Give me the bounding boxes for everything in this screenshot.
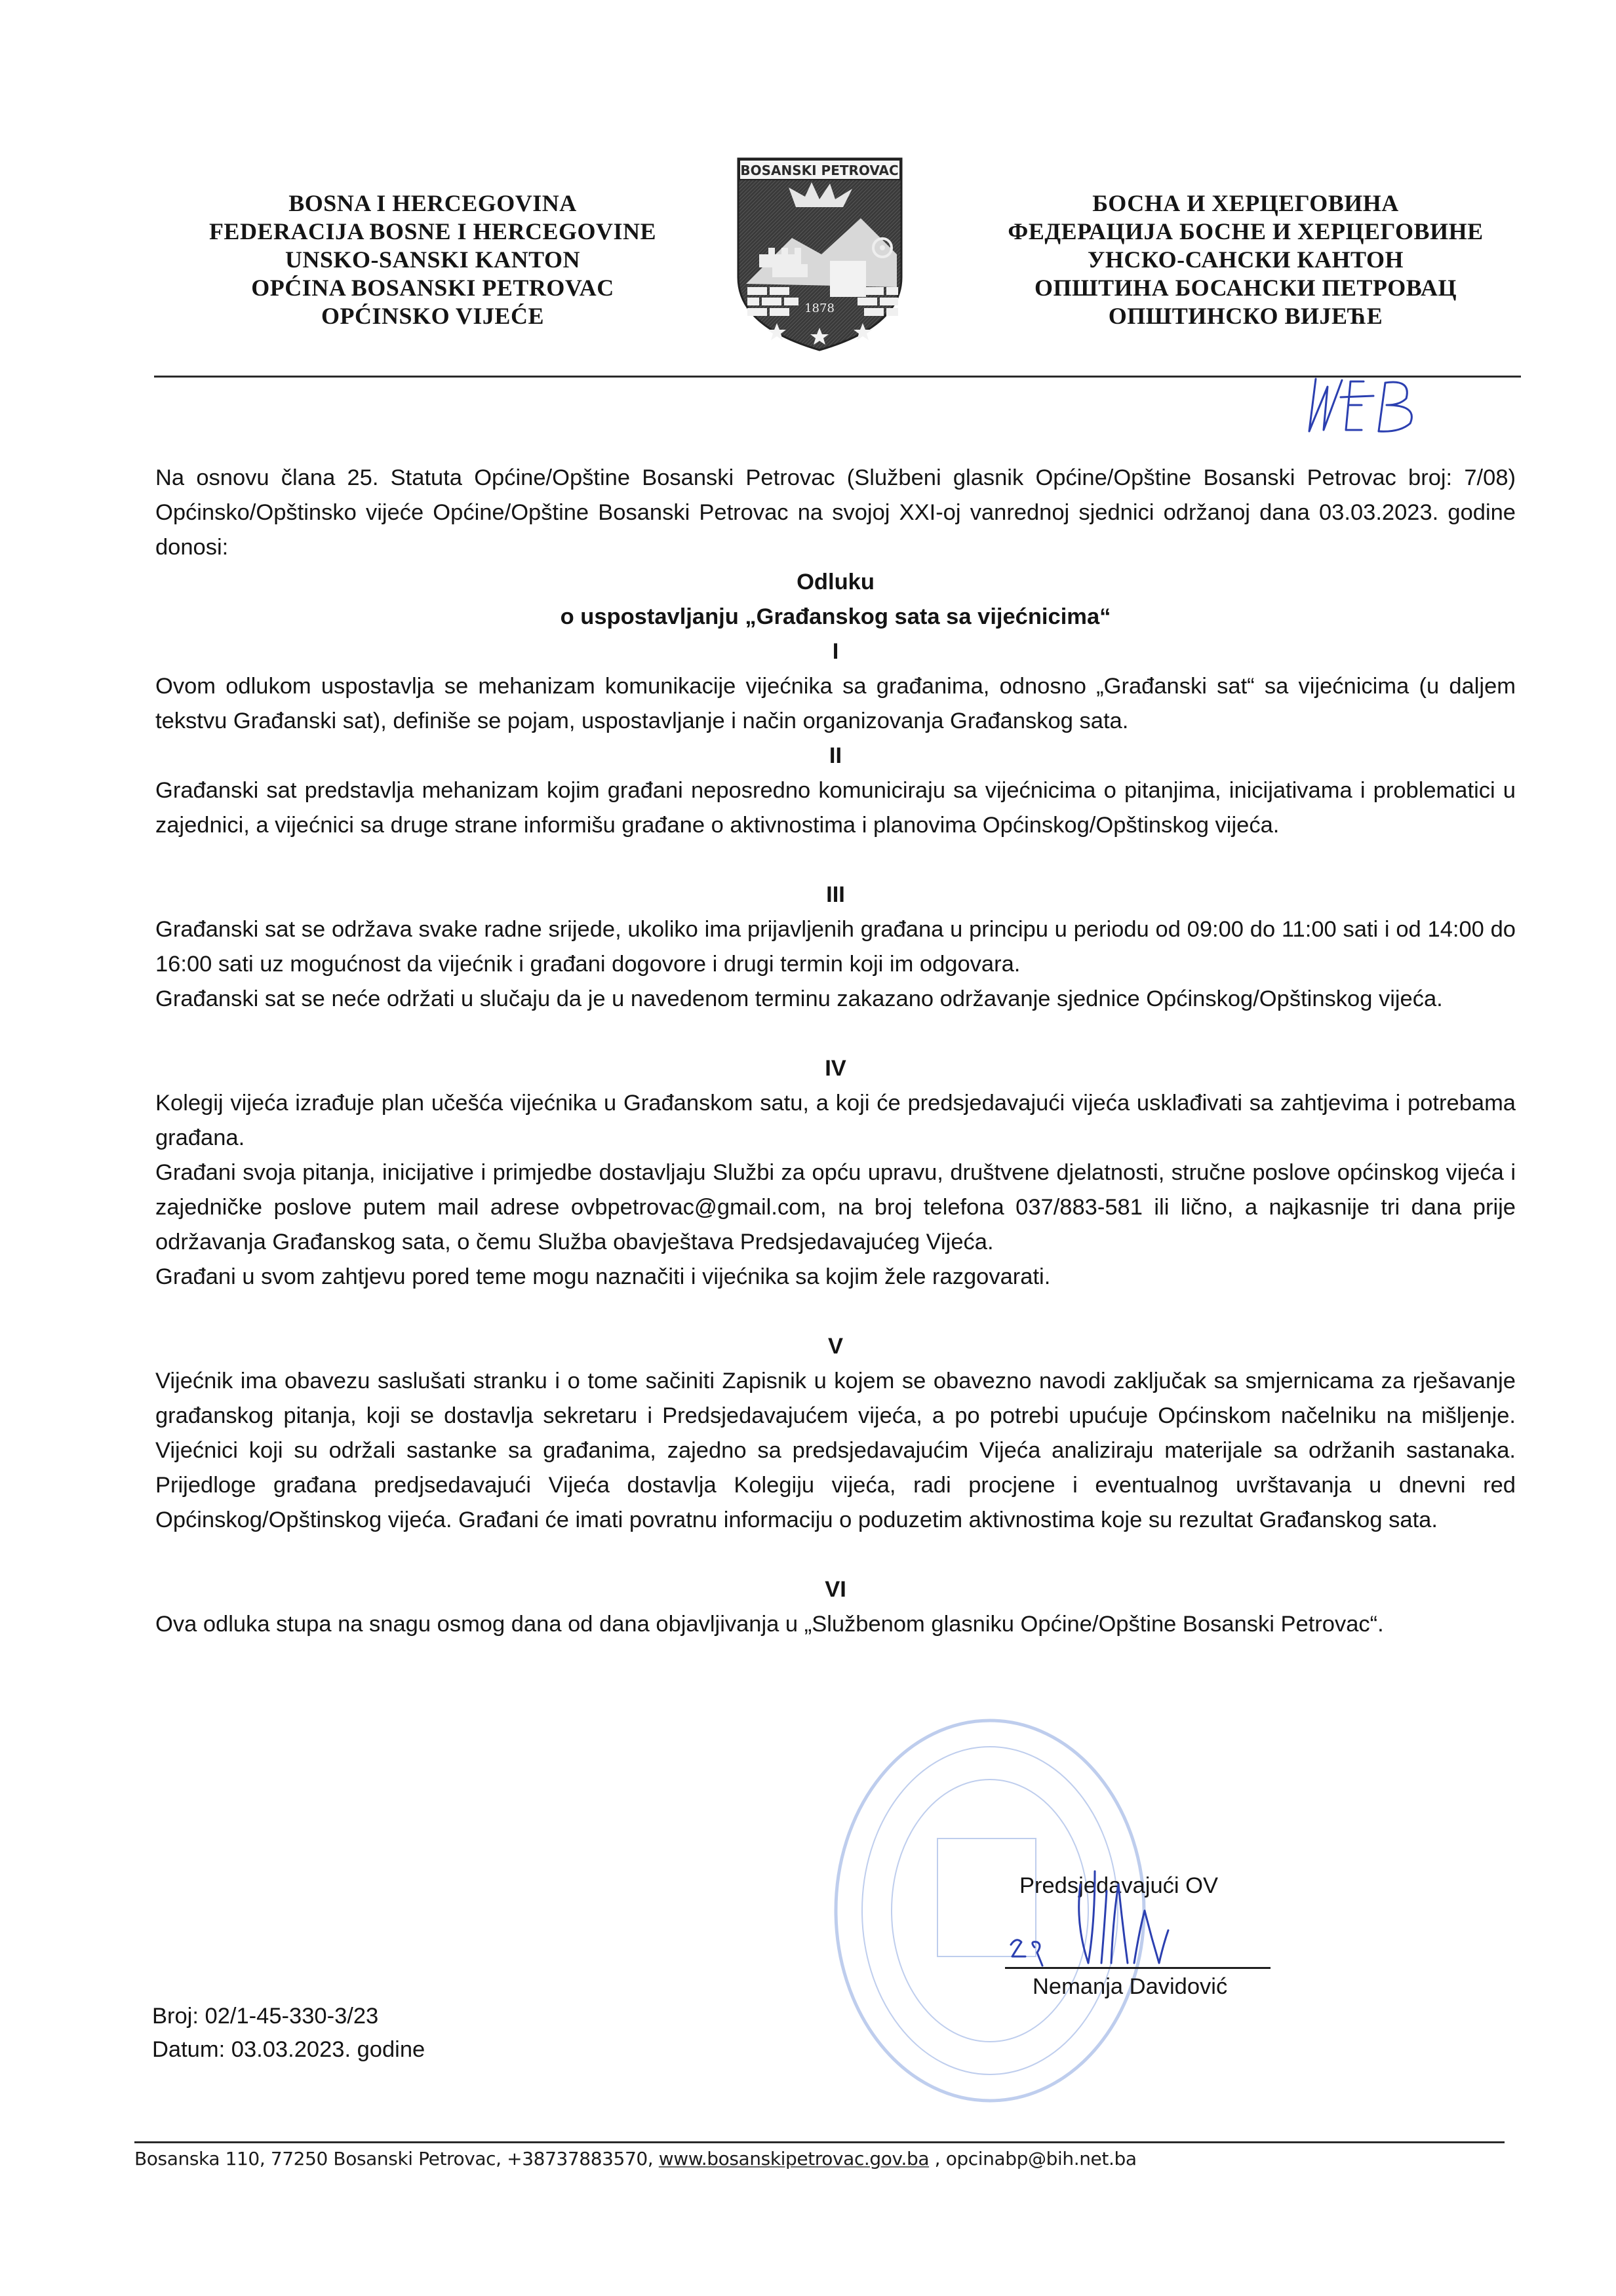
article-paragraph: Građanski sat se održava svake radne srijede, ukoliko ima prijavljenih građana u principu u periodu od 09:00 do 11:00 sati i od 14:00 do 16:00 sati uz mogućnost da vijećnik i građani dogovore i drugi termin koji im odgovara. — [155, 917, 1516, 977]
signatory-name: Nemanja Davidović — [1033, 1974, 1228, 1999]
document-date: Datum: 03.03.2023. godine — [152, 2037, 425, 2062]
footer-website-link[interactable]: www.bosanskipetrovac.gov.ba — [658, 2148, 930, 2170]
footer-email-link[interactable]: opcinabp@bih.net.ba — [945, 2148, 1137, 2170]
article-paragraph: Građanski sat se neće održati u slučaju da je u navedenom terminu zakazano održavanje sjednice Općinskog/Opštinskog vijeća. — [155, 986, 1443, 1011]
article-paragraph: Građanski sat predstavlja mehanizam kojim građani neposredno komuniciraju sa vijećnicima o pitanjima, inicijativama i problematici u zajednici, a vijećnici sa druge strane informišu građane o aktivnostima i planovima Općinskog/Opštinskog vijeća. — [155, 778, 1516, 838]
header-latin-line: FEDERACIJA BOSNE I HERCEGOVINE — [208, 218, 657, 244]
article-number: I — [832, 639, 839, 664]
article-paragraph: Vijećnik ima obavezu saslušati stranku i o tome sačiniti Zapisnik u kojem se obavezno navodi zaključak sa smjernicama za rješavanje građanskog pitanja, koji se dostavlja sekretaru i Predsjedavajućem vijeća, a po potrebi upućuje Općinskom načelniku na mišljenje. Vijećnici koji su održali sastanke sa građanima, zajedno sa predsjedavajućim Vijeća analiziraju materijale sa održanih sastanaka. Prijedloge građana predjsedavajući Vijeća dostavlja Kolegiju vijeća, radi procjene i eventualnog uvrštavanja u dnevni red Općinskog/Opštinskog vijeća. Građani će imati povratnu informaciju o poduzetim aktivnostima koje su rezultat Građanskog sata. — [155, 1369, 1516, 1532]
header-latin — [164, 189, 701, 330]
article-paragraph: Kolegij vijeća izrađuje plan učešća vijećnika u Građanskom satu, a koji će predsjedavajući vijeća usklađivati sa zahtjevima i potrebama građana. — [155, 1091, 1516, 1150]
article-number: VI — [825, 1577, 846, 1602]
article-paragraph: Ovom odlukom uspostavlja se mehanizam komunikacije vijećnika sa građanima, odnosno „Građanski sat“ sa vijećnicima (u daljem tekstvu Građanski sat), definiše se pojam, uspostavljanje i način organizovanja Građanskog sata. — [155, 674, 1516, 733]
header-cyrillic-line: ОПШТИНА БОСАНСКИ ПЕТРОВАЦ — [1035, 275, 1457, 301]
footer-divider — [134, 2141, 1505, 2143]
footer-separator: , — [929, 2148, 946, 2170]
article-number: IV — [825, 1056, 846, 1081]
decision-title: Odluku — [797, 570, 875, 594]
signature-line — [1005, 1967, 1271, 1969]
footer-address: Bosanska 110, 77250 Bosanski Petrovac, +38737883570, — [134, 2148, 659, 2170]
decision-subtitle: o uspostavljanju „Građanskog sata sa vijećnicima“ — [560, 604, 1111, 629]
header-latin-line: UNSKO-SANSKI KANTON — [285, 246, 580, 273]
header-latin-line: BOSNA I HERCEGOVINA — [288, 190, 577, 216]
header-latin-line: OPĆINSKO VIJEĆE — [321, 303, 544, 329]
article-number: III — [826, 882, 845, 907]
article-number: II — [829, 743, 842, 768]
article-number: V — [827, 1334, 843, 1359]
official-stamp-icon — [823, 1707, 1164, 2114]
header-cyrillic-line: ФЕДЕРАЦИЈА БОСНЕ И ХЕРЦЕГОВИНЕ — [1008, 218, 1484, 244]
header-cyrillic-line: ОПШТИНСКО ВИЈЕЋЕ — [1108, 303, 1383, 329]
footer-contact — [134, 2148, 1505, 2170]
header-cyrillic — [957, 189, 1534, 330]
article-paragraph: Građani u svom zahtjevu pored teme mogu naznačiti i vijećnika sa kojim žele razgovarati. — [155, 1264, 1051, 1289]
signatory-role: Predsjedavajući OV — [1019, 1873, 1218, 1898]
header-cyrillic-line: УНСКО-САНСКИ КАНТОН — [1087, 246, 1404, 273]
article-paragraph: Građani svoja pitanja, inicijative i primjedbe dostavljaju Službi za opću upravu, društvene djelatnosti, stručne poslove općinskog vijeća i zajedničke poslove putem mail adrese ovbpetrovac@gmail.com, na broj telefona 037/883-581 ili lično, a najkasnije tri dana prije održavanja Građanskog sata, o čemu Služba obavještava Predsjedavajućeg Vijeća. — [155, 1160, 1516, 1255]
crest-banner: BOSANSKI PETROVAC — [740, 163, 899, 178]
header-cyrillic-line: БОСНА И ХЕРЦЕГОВИНА — [1092, 190, 1399, 216]
preamble: Na osnovu člana 25. Statuta Općine/Opštine Bosanski Petrovac (Službeni glasnik Općine/Opštine Bosanski Petrovac broj: 7/08) Općinsko/Opštinsko vijeće Općine/Opštine Bosanski Petrovac na svojoj XXI-oj vanrednoj sjednici održanoj dana 03.03.2023. godine donosi: — [155, 465, 1516, 560]
handwritten-signature — [996, 1845, 1272, 1976]
document-body — [155, 461, 1516, 1642]
article-paragraph: Ova odluka stupa na snagu osmog dana od dana objavljivanja u „Službenom glasniku Općine/Opštine Bosanski Petrovac“. — [155, 1612, 1384, 1637]
handwritten-web-mark — [1301, 367, 1432, 439]
header-latin-line: OPĆINA BOSANSKI PETROVAC — [251, 275, 614, 301]
document-number: Broj: 02/1-45-330-3/23 — [152, 2004, 379, 2029]
municipal-crest-icon — [733, 156, 907, 353]
crest-year: 1878 — [804, 302, 835, 315]
